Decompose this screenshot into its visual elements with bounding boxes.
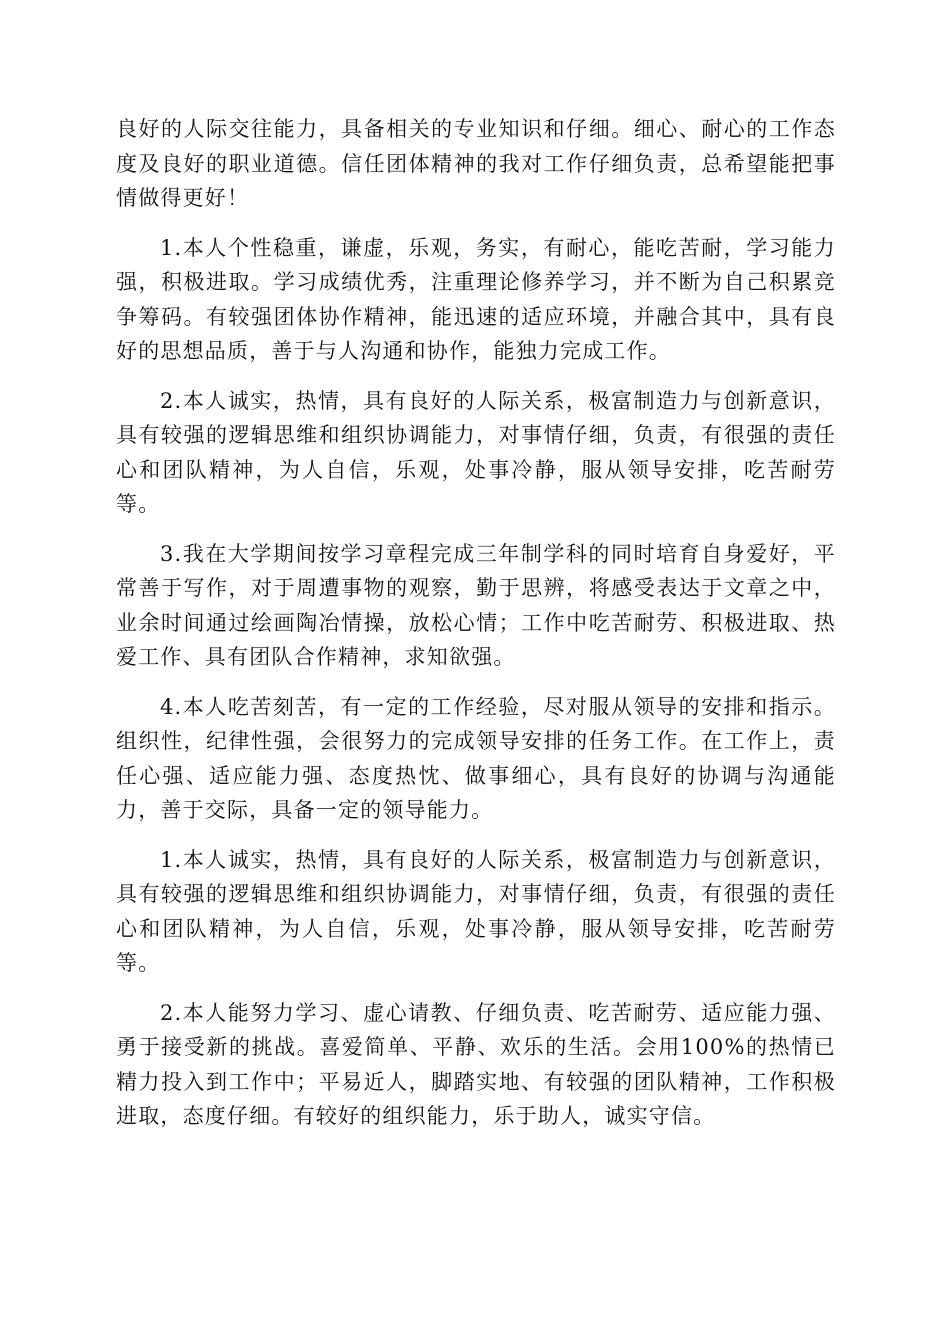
paragraph-item-2-second-list: 2.本人能努力学习、虚心请教、仔细负责、吃苦耐劳、适应能力强、勇于接受新的挑战。喜爱简单、平静、欢乐的生活。会用100%的热情已精力投入到工作中；平易近人，脚踏实地、有较强的团队精神，工作积极进取，态度仔细。有较好的组织能力，乐于助人，诚实守信。	[116, 1000, 836, 1128]
paragraph-item-1-second-list: 1.本人诚实，热情，具有良好的人际关系，极富制造力与创新意识，具有较强的逻辑思维和组织协调能力，对事情仔细，负责，有很强的责任心和团队精神，为人自信，乐观，处事冷静，服从领导安排，吃苦耐劳等。	[116, 847, 836, 975]
paragraph-item-1: 1.本人个性稳重，谦虚，乐观，务实，有耐心，能吃苦耐，学习能力强，积极进取。学习成绩优秀，注重理论修养学习，并不断为自己积累竞争筹码。有较强团体协作精神，能迅速的适应环境，并融合其中，具有良好的思想品质，善于与人沟通和协作，能独力完成工作。	[116, 235, 836, 363]
paragraph-item-3: 3.我在大学期间按学习章程完成三年制学科的同时培育自身爱好，平常善于写作，对于周遭事物的观察，勤于思辨，将感受表达于文章之中，业余时间通过绘画陶冶情操，放松心情；工作中吃苦耐劳、积极进取、热爱工作、具有团队合作精神，求知欲强。	[116, 541, 836, 669]
paragraph-item-4: 4.本人吃苦刻苦，有一定的工作经验，尽对服从领导的安排和指示。组织性，纪律性强，会很努力的完成领导安排的任务工作。在工作上，责任心强、适应能力强、态度热忱、做事细心，具有良好的协调与沟通能力，善于交际，具备一定的领导能力。	[116, 694, 836, 822]
paragraph-continuation: 良好的人际交往能力，具备相关的专业知识和仔细。细心、耐心的工作态度及良好的职业道德。信任团体精神的我对工作仔细负责，总希望能把事情做得更好！	[116, 117, 836, 210]
document-page	[116, 112, 836, 1149]
paragraph-item-2: 2.本人诚实，热情，具有良好的人际关系，极富制造力与创新意识，具有较强的逻辑思维和组织协调能力，对事情仔细，负责，有很强的责任心和团队精神，为人自信，乐观，处事冷静，服从领导安排，吃苦耐劳等。	[116, 388, 836, 516]
